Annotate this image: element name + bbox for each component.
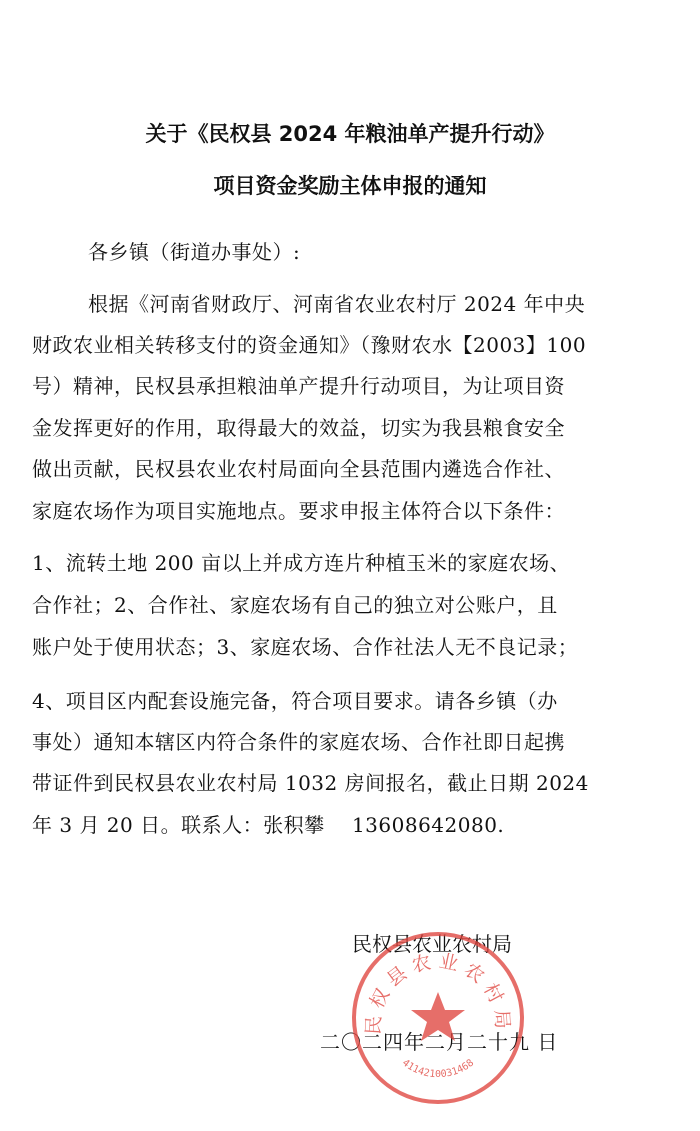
body-line: 家庭农场作为项目实施地点。要求申报主体符合以下条件： [32,499,565,523]
body-line: 账户处于使用状态；3、家庭农场、合作社法人无不良记录； [32,635,579,659]
body-line: 做出贡献，民权县农业农村局面向全县范围内遴选合作社、 [32,457,565,481]
body-line: 带证件到民权县农业农村局 1032 房间报名，截止日期 2024 [32,771,589,795]
body-line: 年 3 月 20 日。联系人：张积攀 13608642080. [32,813,505,837]
body-line: 财政农业相关转移支付的资金通知》（豫财农水【2003】100 [32,333,587,357]
body-line: 合作社；2、合作社、家庭农场有自己的独立对公账户，且 [32,593,558,617]
seal-star-icon [411,992,465,1041]
body-line: 金发挥更好的作用，取得最大的效益，切实为我县粮食安全 [32,416,565,440]
signature-org: 民权县农业农村局 [352,932,512,956]
salutation: 各乡镇（街道办事处）: [88,240,301,264]
body-line: 号）精神，民权县承担粮油单产提升行动项目，为让项目资 [32,374,565,398]
official-seal [350,930,526,1106]
body-line: 事处）通知本辖区内符合条件的家庭农场、合作社即日起携 [32,730,565,754]
seal-code: 4114210031468 [399,1057,477,1081]
title-line-2: 项目资金奖励主体申报的通知 [213,174,487,198]
signature-date: 二〇二四年二月二十九 日 [320,1030,559,1054]
body-line: 4、项目区内配套设施完备，符合项目要求。请各乡镇（办 [32,689,558,713]
seal-arc-text: 民权县农业农村局 [362,950,514,1036]
body-line: 1、流转土地 200 亩以上并成方连片种植玉米的家庭农场、 [32,551,571,575]
title-line-1: 关于《民权县 2024 年粮油单产提升行动》 [145,122,555,146]
body-line: 根据《河南省财政厅、河南省农业农村厅 2024 年中央 [88,292,586,316]
